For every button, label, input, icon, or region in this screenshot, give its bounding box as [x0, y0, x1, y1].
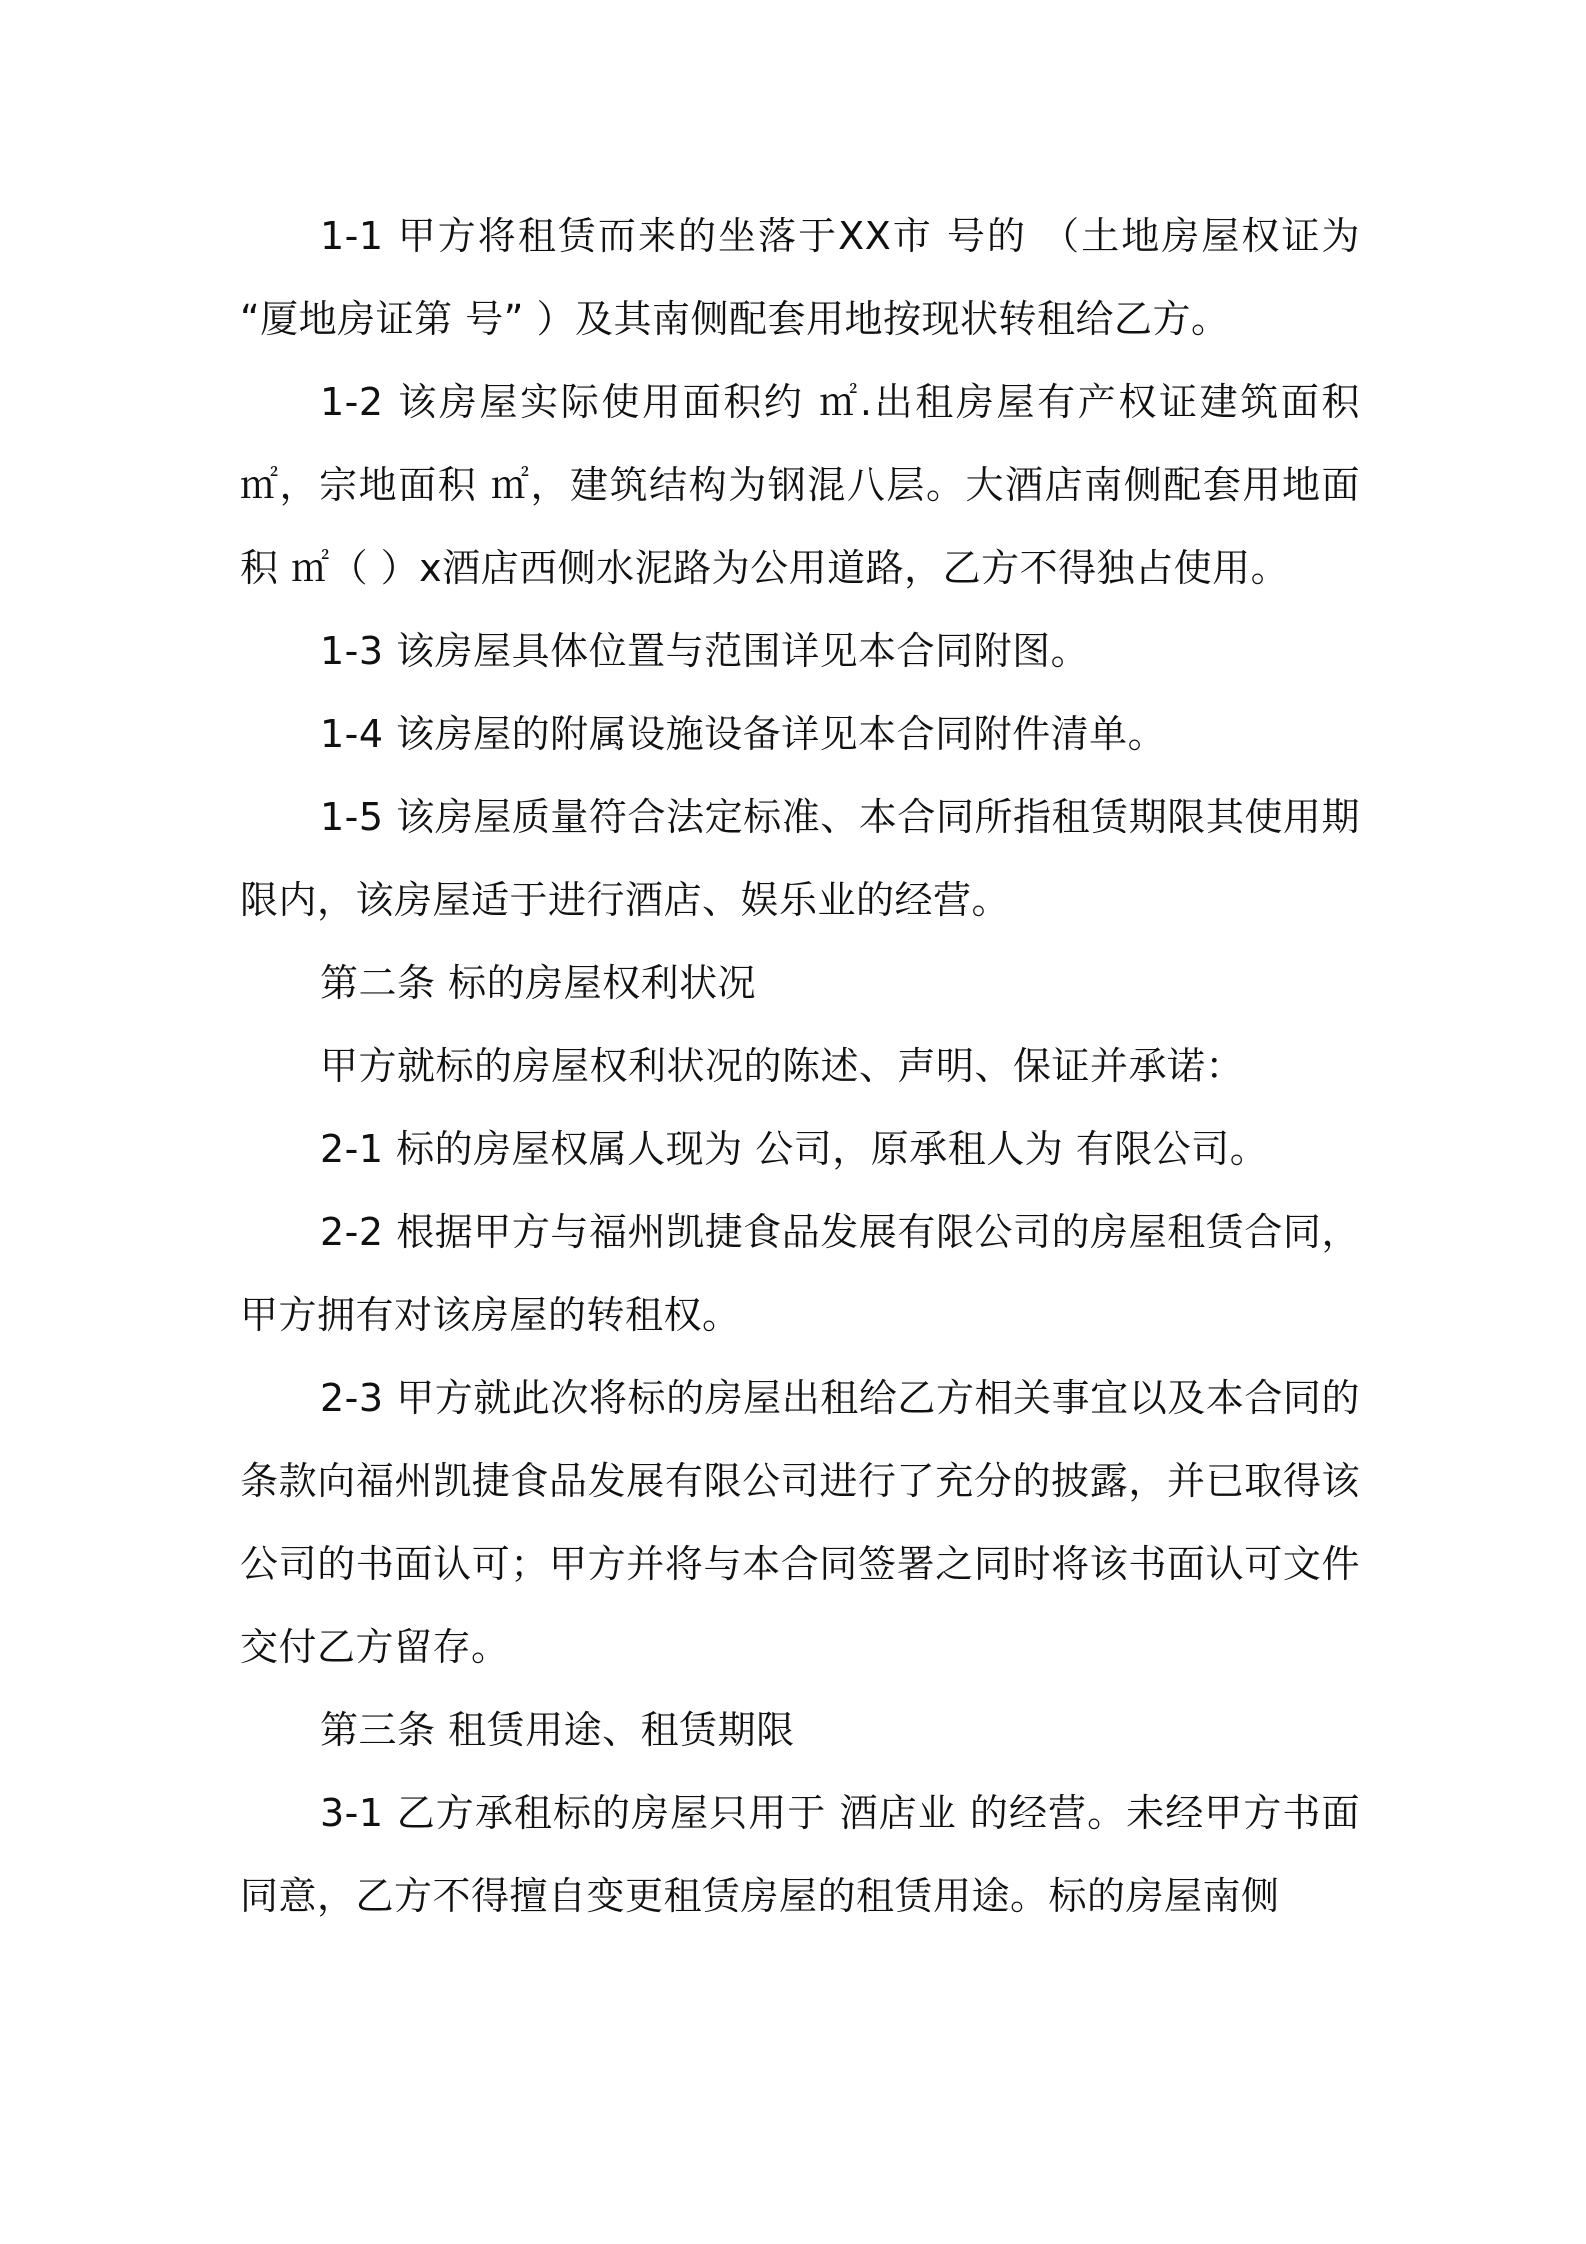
clause-2-2: 2-2 根据甲方与福州凯捷食品发展有限公司的房屋租赁合同，甲方拥有对该房屋的转租权。: [240, 1210, 1360, 1337]
clause-3-1: 3-1 乙方承租标的房屋只用于 酒店业 的经营。未经甲方书面同意，乙方不得擅自变更租赁房屋的租赁用途。标的房屋南侧: [240, 1791, 1360, 1918]
clause-2-3: 2-3 甲方就此次将标的房屋出租给乙方相关事宜以及本合同的条款向福州凯捷食品发展有限公司进行了充分的披露，并已取得该公司的书面认可；甲方并将与本合同签署之同时将该书面认可文件交付乙方留存。: [240, 1376, 1360, 1669]
article-3-heading: 第三条 租赁用途、租赁期限: [320, 1708, 795, 1752]
clause-1-2: 1-2 该房屋实际使用面积约 ㎡.出租房屋有产权证建筑面积 ㎡，宗地面积 ㎡，建筑结构为钢混八层。大酒店南侧配套用地面积 ㎡（ ）x酒店西侧水泥路为公用道路，乙方不得独占使用。: [240, 380, 1360, 590]
article-2-intro: 甲方就标的房屋权利状况的陈述、声明、保证并承诺：: [320, 1044, 1245, 1088]
clause-1-4: 1-4 该房屋的附属设施设备详见本合同附件清单。: [320, 712, 1167, 756]
clause-1-5: 1-5 该房屋质量符合法定标准、本合同所指租赁期限其使用期限内，该房屋适于进行酒店、娱乐业的经营。: [240, 795, 1360, 922]
clause-2-1: 2-1 标的房屋权属人现为 公司，原承租人为 有限公司。: [320, 1127, 1269, 1171]
clause-1-3: 1-3 该房屋具体位置与范围详见本合同附图。: [320, 629, 1090, 673]
article-2-heading: 第二条 标的房屋权利状况: [320, 961, 757, 1005]
clause-1-1: 1-1 甲方将租赁而来的坐落于XX市 号的 （土地房屋权证为 “厦地房证第 号” ）及其南侧配套用地按现状转租给乙方。: [240, 214, 1360, 341]
contract-body: [240, 195, 1360, 1938]
